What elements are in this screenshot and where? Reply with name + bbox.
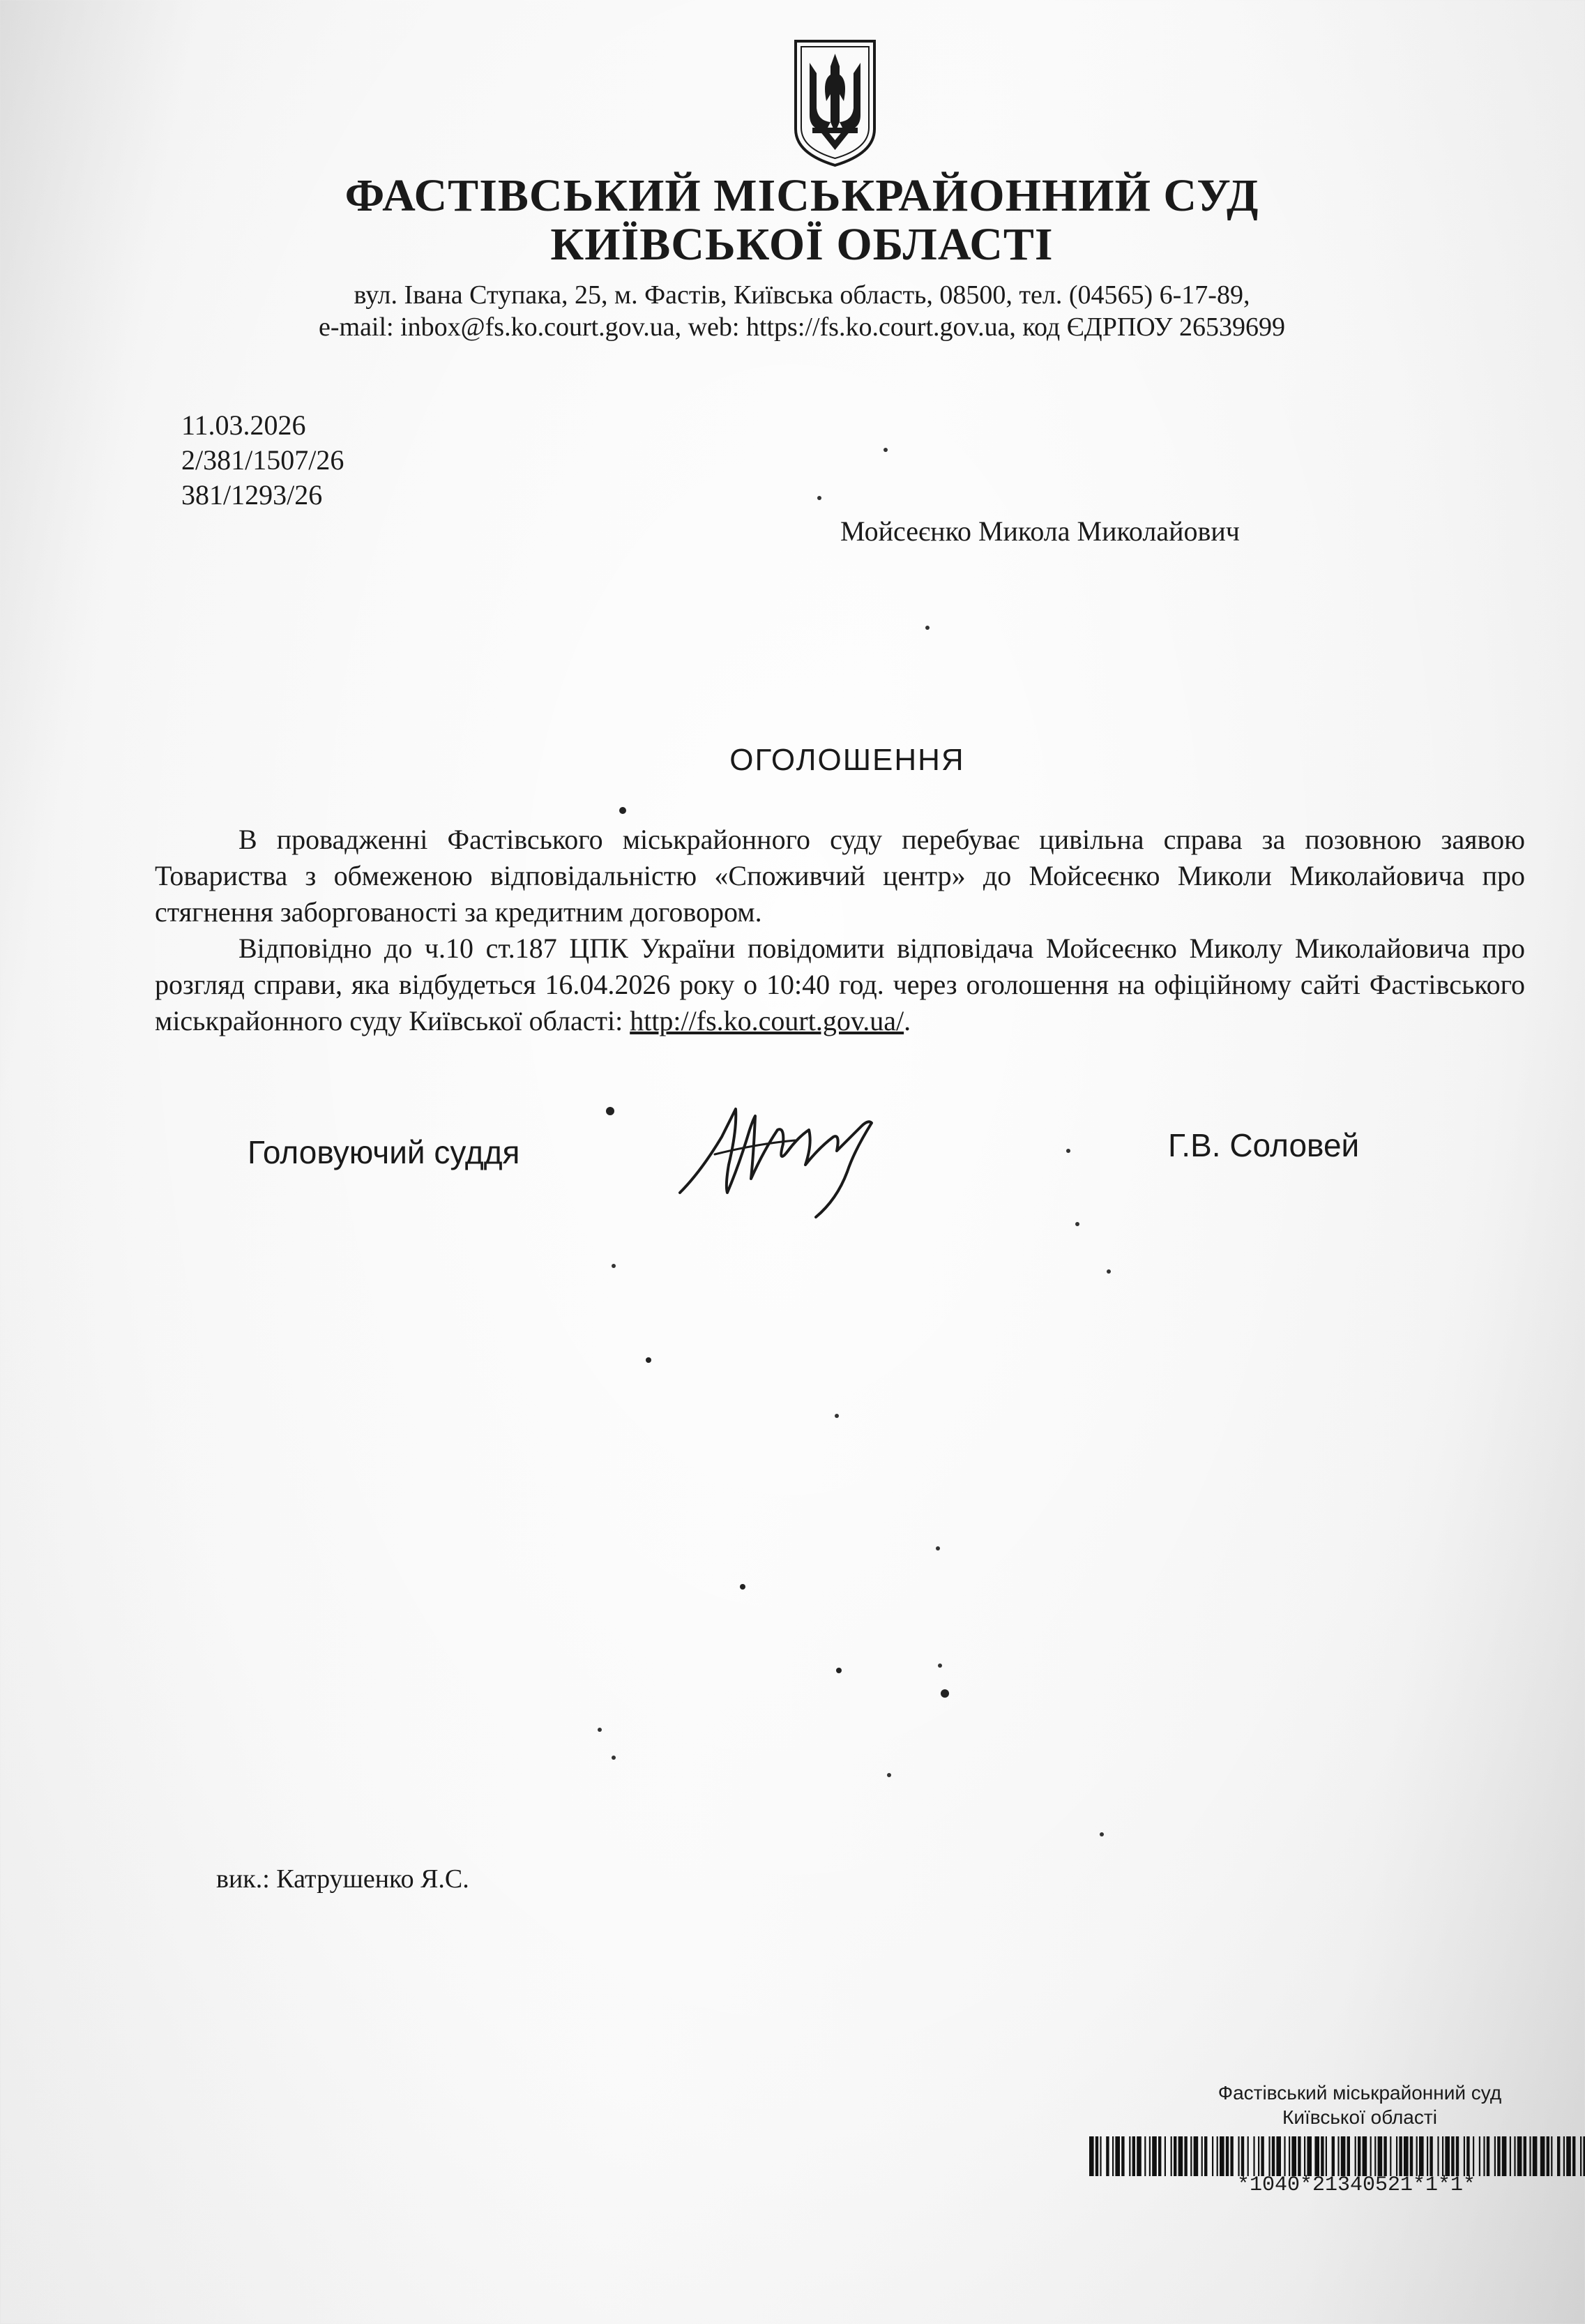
case-number: 381/1293/26	[181, 479, 323, 511]
document-date: 11.03.2026	[181, 409, 306, 441]
court-name-line2: КИЇВСЬКОЇ ОБЛАСТІ	[550, 219, 1054, 270]
recipient-name: Мойсеєнко Микола Миколайович	[840, 515, 1240, 547]
judge-role: Головуючий суддя	[248, 1134, 520, 1170]
judge-name: Г.В. Соловей	[1168, 1127, 1360, 1163]
outgoing-number: 2/381/1507/26	[181, 444, 344, 476]
stamp-region: Київської області	[1282, 2106, 1437, 2128]
body-paragraph-2-text: Відповідно до ч.10 ст.187 ЦПК України повідомити відповідача Мойсеєнко Миколу Миколайовича про розгляд справи, яка відбудеться 16.04.2026 року о 10:40 год. через оголошення на офіційному сайті Фастівського міськрайонного суду Київської області:	[155, 933, 1525, 1036]
court-contacts: e-mail: inbox@fs.ko.court.gov.ua, web: https://fs.ko.court.gov.ua, код ЄДРПОУ 26539699	[318, 312, 1286, 342]
document-title: ОГОЛОШЕННЯ	[729, 743, 965, 777]
barcode-number: *1040*21340521*1*1*	[1236, 2173, 1476, 2197]
court-name-line1: ФАСТІВСЬКИЙ МІСЬКРАЙОННИЙ СУД	[344, 170, 1259, 221]
body-paragraph-1: В провадженні Фастівського міськрайонного суду перебуває цивільна справа за позовною заявою Товариства з обмеженою відповідальністю «Споживчий центр» до Мойсеєнко Миколи Миколайовича про стягнення заборгованості за кредитним договором.	[155, 824, 1525, 928]
body-paragraph-2-end: .	[904, 1005, 911, 1036]
stamp-court-name: Фастівський міськрайонний суд	[1218, 2082, 1502, 2104]
court-address: вул. Івана Ступака, 25, м. Фастів, Київська область, 08500, тел. (04565) 6-17-89,	[354, 280, 1250, 310]
executor-name: вик.: Катрушенко Я.С.	[216, 1864, 469, 1894]
court-website-link[interactable]: http://fs.ko.court.gov.ua/	[630, 1005, 904, 1036]
